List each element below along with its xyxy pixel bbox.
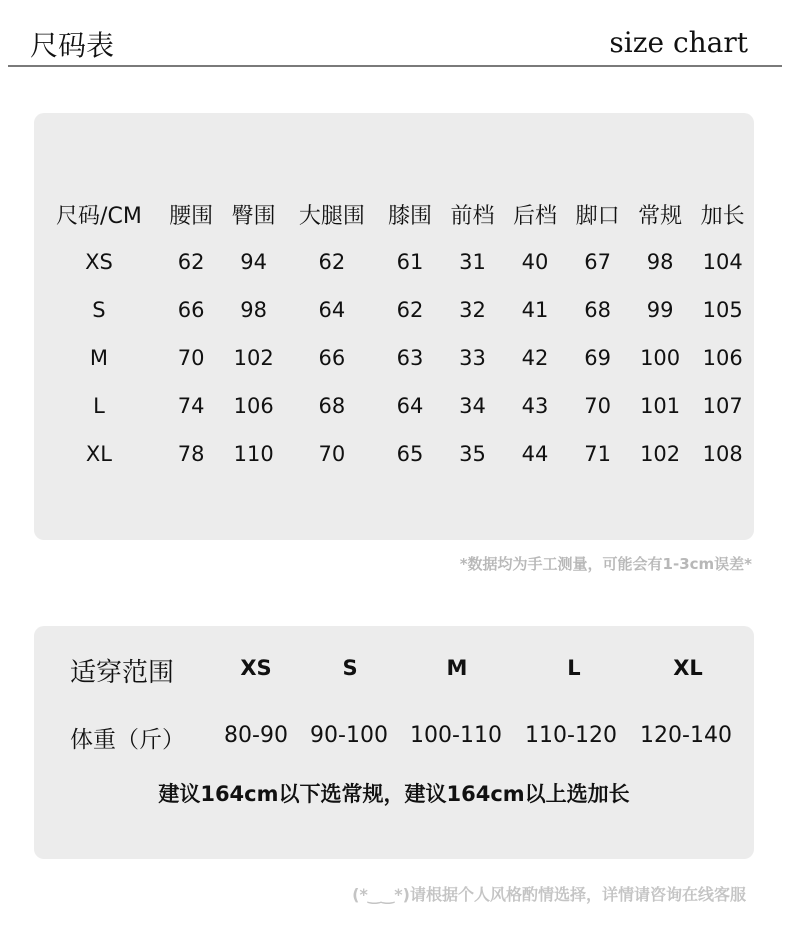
size-table [38,190,754,478]
table-cell: 68 [318,394,346,418]
fit-size-xl: XL [673,656,703,680]
header-divider [8,65,782,67]
table-cell: 64 [396,394,424,418]
fit-size-xs: XS [240,656,272,680]
table-cell: 62 [177,250,205,274]
weight-l: 110-120 [525,723,617,748]
table-cell: 69 [584,346,611,370]
table-cell: 31 [459,250,486,274]
table-cell: 35 [459,442,486,466]
table-cell: 43 [521,394,549,418]
table-cell: 33 [459,346,486,370]
fit-size-s: S [342,656,358,680]
table-cell: 102 [640,442,681,466]
size-table-header-row [38,190,754,238]
column-header: 后档 [513,203,558,229]
table-cell: 66 [318,346,346,370]
column-header: 常规 [638,203,683,229]
table-cell: 67 [584,250,611,274]
column-header: 大腿围 [298,203,365,229]
table-row [38,286,754,334]
weight-m: 100-110 [410,723,502,748]
table-cell: 68 [584,298,611,322]
page-title-cn: 尺码表 [30,29,115,62]
size-cell: XS [85,250,113,274]
table-cell: 110 [233,442,274,466]
column-header: 前档 [450,203,495,229]
table-cell: 107 [702,394,743,418]
weight-xs: 80-90 [224,723,288,748]
table-cell: 105 [702,298,743,322]
table-cell: 74 [177,394,205,418]
length-advice: 建议164cm以下选常规，建议164cm以上选加长 [158,782,630,806]
size-cell: S [92,298,106,322]
table-cell: 102 [233,346,274,370]
table-cell: 61 [396,250,424,274]
table-row [38,238,754,286]
weight-xl: 120-140 [640,723,732,748]
table-cell: 71 [584,442,611,466]
weight-label: 体重（斤） [70,727,185,753]
column-header: 腰围 [169,203,214,229]
fit-size-m: M [446,656,468,680]
table-cell: 63 [396,346,424,370]
size-cell: L [93,394,105,418]
table-cell: 44 [521,442,549,466]
column-header: 尺码/CM [56,203,142,229]
page-title-en: size chart [609,26,748,59]
table-cell: 62 [396,298,424,322]
footer-note: (*‿‿*)请根据个人风格酌情选择，详情请咨询在线客服 [352,885,746,904]
table-cell: 70 [584,394,611,418]
column-header: 膝围 [387,203,432,229]
table-cell: 42 [521,346,549,370]
table-cell: 106 [233,394,274,418]
table-cell: 98 [646,250,674,274]
table-cell: 64 [318,298,346,322]
table-cell: 70 [318,442,346,466]
column-header: 加长 [700,203,745,229]
table-cell: 32 [459,298,486,322]
table-cell: 101 [640,394,681,418]
fit-size-l: L [567,656,581,680]
size-cell: XL [85,442,112,466]
weight-s: 90-100 [310,723,388,748]
measurement-note: *数据均为手工测量，可能会有1-3cm误差* [459,555,752,573]
table-row [38,430,754,478]
table-cell: 41 [521,298,549,322]
fit-range-label: 适穿范围 [70,658,175,688]
table-cell: 62 [318,250,346,274]
table-cell: 104 [702,250,743,274]
table-cell: 99 [646,298,674,322]
column-header: 臀围 [231,203,276,229]
table-cell: 78 [177,442,205,466]
table-cell: 100 [640,346,681,370]
table-cell: 40 [521,250,549,274]
table-row [38,334,754,382]
column-header: 脚口 [575,203,620,229]
table-cell: 108 [702,442,743,466]
table-row [38,382,754,430]
size-cell: M [89,346,108,370]
table-cell: 94 [240,250,268,274]
table-cell: 66 [177,298,205,322]
table-cell: 34 [459,394,486,418]
table-cell: 70 [177,346,205,370]
table-cell: 106 [702,346,743,370]
table-cell: 65 [396,442,424,466]
table-cell: 98 [240,298,268,322]
